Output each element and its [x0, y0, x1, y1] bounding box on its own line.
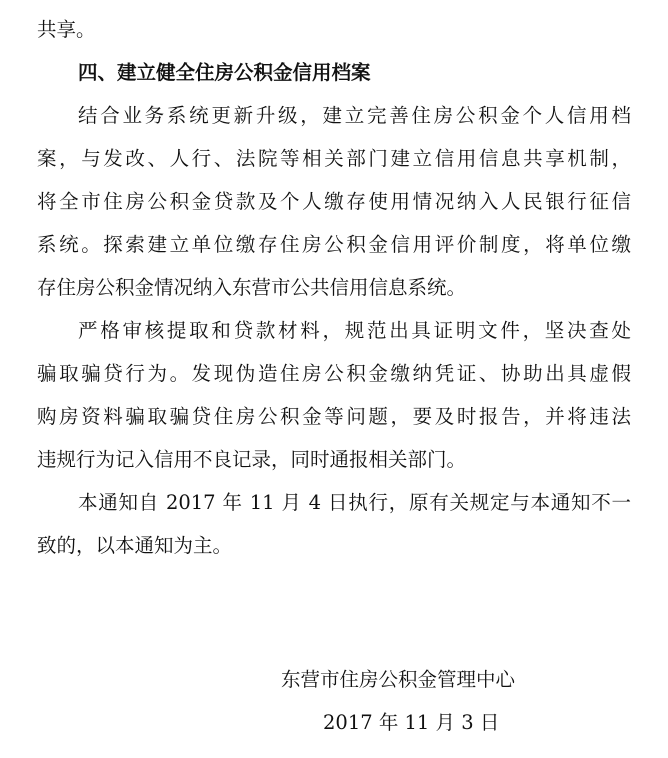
text-line: 骗取骗贷行为。发现伪造住房公积金缴纳凭证、协助出具虚假 — [37, 362, 631, 385]
text-line: 系统。探索建立单位缴存住房公积金信用评价制度，将单位缴 — [37, 233, 631, 256]
text-line: 致的，以本通知为主。 — [37, 534, 233, 557]
text-line: 共享。 — [37, 18, 96, 41]
text-line: 将全市住房公积金贷款及个人缴存使用情况纳入人民银行征信 — [37, 190, 631, 213]
signature-date: 2017 年 11 月 3 日 — [323, 711, 500, 734]
text-line: 本通知自 2017 年 11 月 4 日执行，原有关规定与本通知不一 — [78, 491, 631, 514]
text-line: 违规行为记入信用不良记录，同时通报相关部门。 — [37, 448, 467, 471]
text-line: 购房资料骗取骗贷住房公积金等问题，要及时报告，并将违法 — [37, 405, 631, 428]
text-line: 案，与发改、人行、法院等相关部门建立信用信息共享机制， — [37, 147, 631, 170]
text-line: 存住房公积金情况纳入东营市公共信用信息系统。 — [37, 276, 467, 299]
signature-organization: 东营市住房公积金管理中心 — [281, 668, 516, 691]
section-heading: 四、建立健全住房公积金信用档案 — [78, 61, 371, 84]
text-line: 结合业务系统更新升级，建立完善住房公积金个人信用档 — [78, 104, 631, 127]
text-line: 严格审核提取和贷款材料，规范出具证明文件，坚决查处 — [78, 319, 631, 342]
